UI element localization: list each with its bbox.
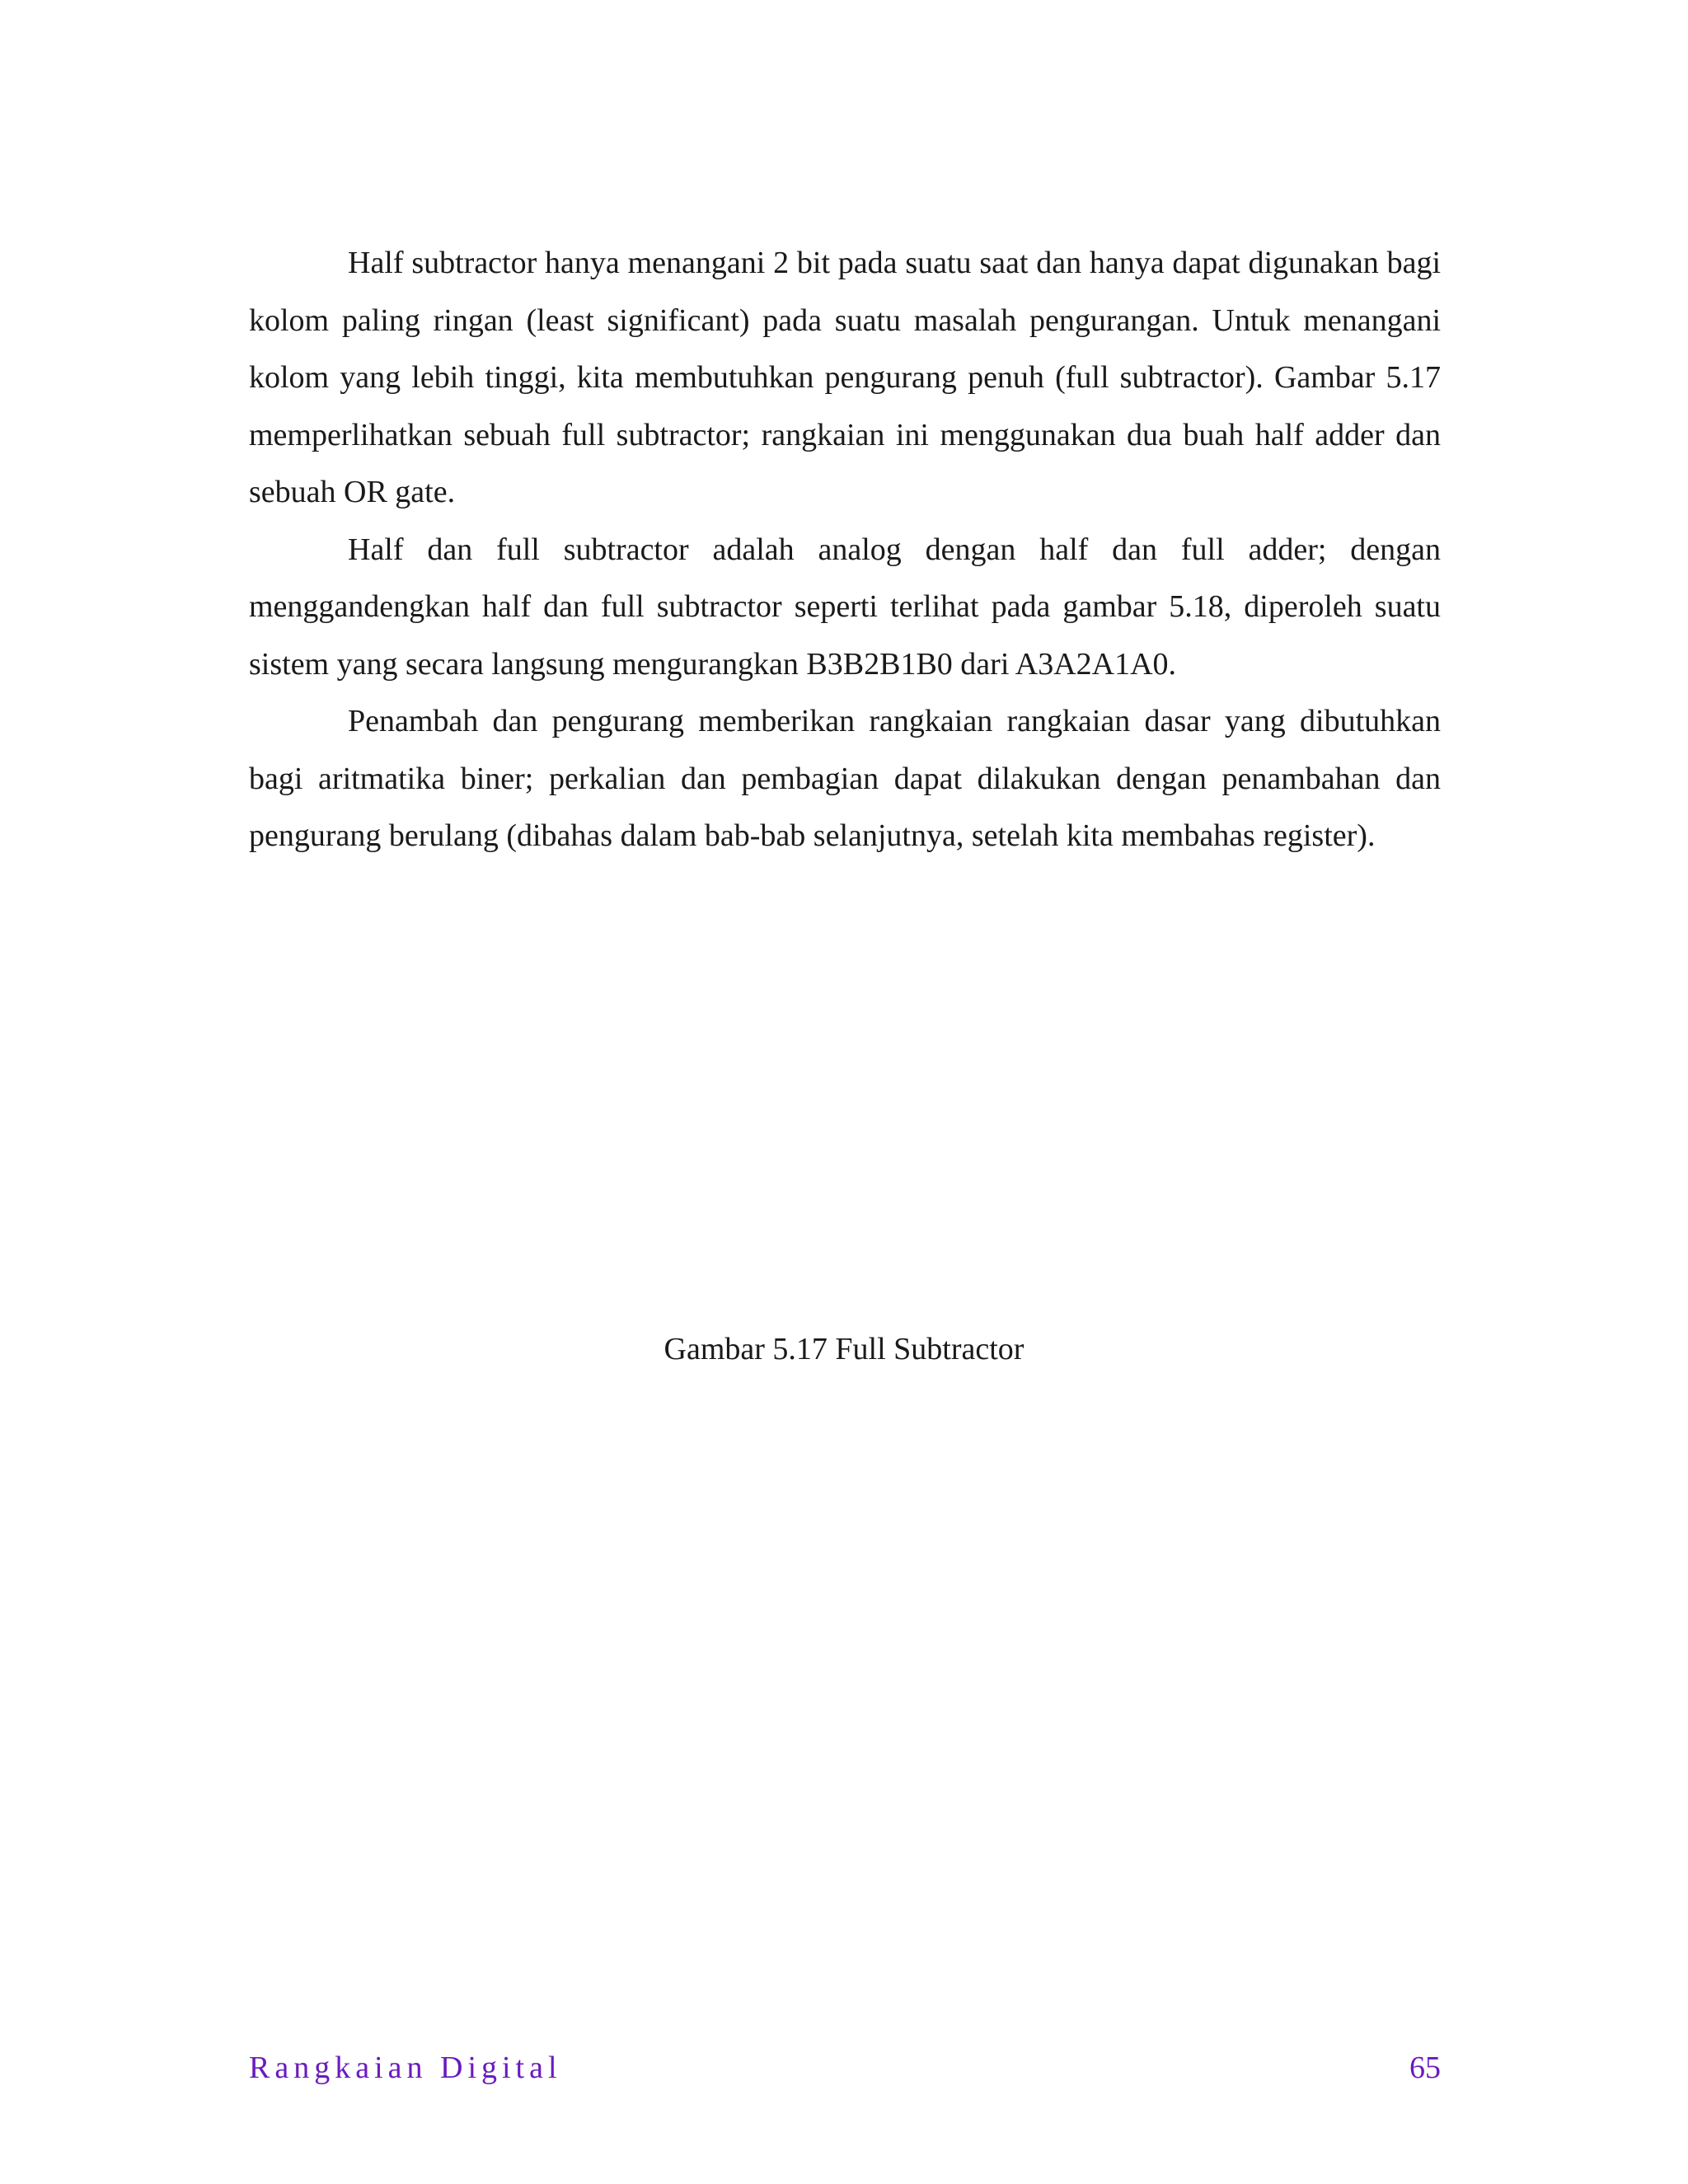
paragraph-1: Half subtractor hanya menangani 2 bit pada suatu saat dan hanya dapat digunakan bagi kolom paling ringan (least significant) pada suatu masalah pengurangan. Untuk menangani kolom yang lebih tinggi, kita membutuhkan pengurang penuh (full subtractor). Gambar 5.17 memperlihatkan sebuah full subtractor; rangkaian ini menggunakan dua buah half adder dan sebuah OR gate. xyxy=(249,246,1441,509)
figure-caption: Gambar 5.17 Full Subtractor xyxy=(663,1332,1025,1366)
paragraph-2: Half dan full subtractor adalah analog dengan half dan full adder; dengan menggandengkan half dan full subtractor seperti terlihat pada gambar 5.18, diperoleh suatu sistem yang secara langsung mengurangkan B3B2B1B0 dari A3A2A1A0. xyxy=(249,532,1441,682)
body-text xyxy=(249,235,1441,865)
page-number: 65 xyxy=(1409,2050,1441,2085)
paragraph-3: Penambah dan pengurang memberikan rangkaian rangkaian dasar yang dibutuhkan bagi aritmatika biner; perkalian dan pembagian dapat dilakukan dengan penambahan dan pengurang berulang (dibahas dalam bab-bab selanjutnya, setelah kita membahas register). xyxy=(249,704,1441,853)
footer-title: Rangkaian Digital xyxy=(249,2050,562,2085)
